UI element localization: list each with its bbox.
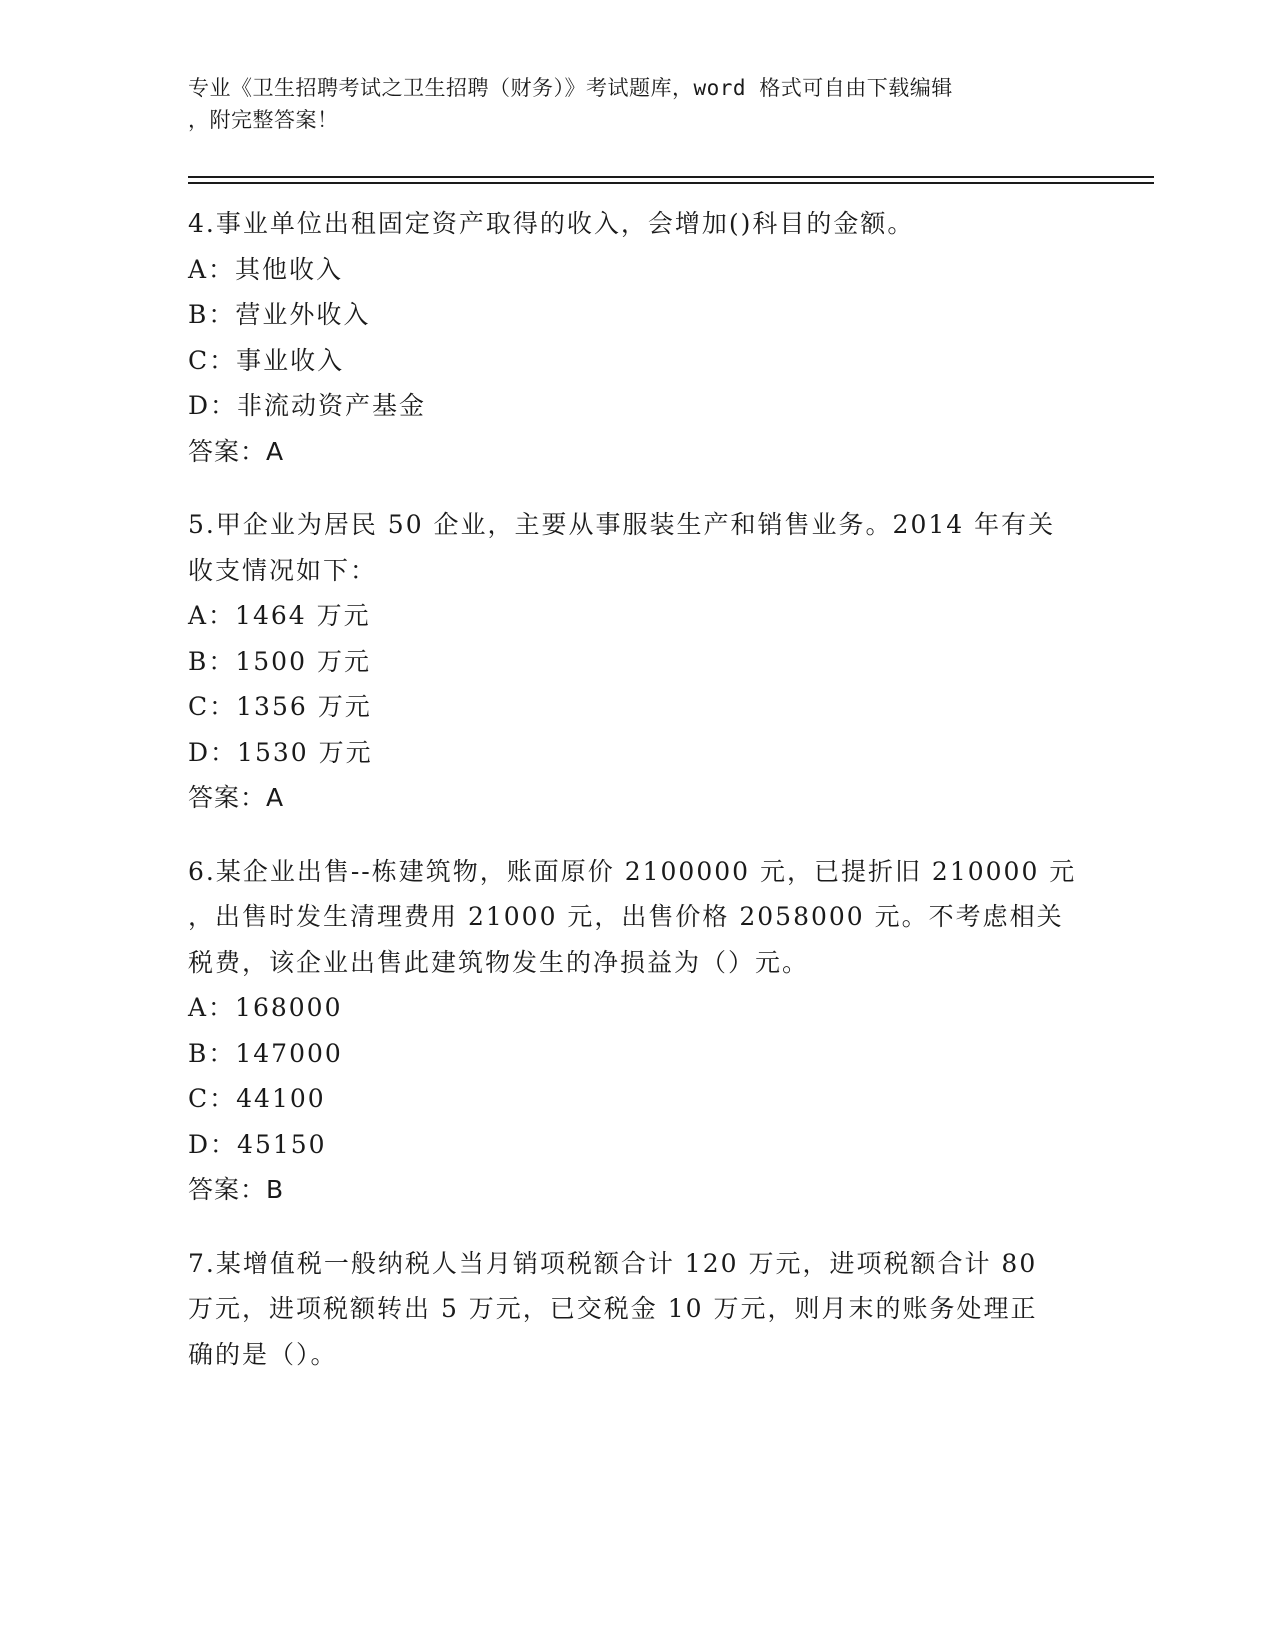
question-text: 税费，该企业出售此建筑物发生的净损益为（）元。 (188, 947, 810, 977)
question-7 (188, 1241, 1088, 1378)
document-header (188, 72, 1088, 136)
header-line: ，附完整答案！ (188, 108, 339, 132)
question-6 (188, 849, 1088, 1213)
option-d: D：45150 (188, 1129, 327, 1159)
option-b: B：1500 万元 (188, 646, 371, 676)
question-text: ，出售时发生清理费用 21000 元，出售价格 2058000 元。不考虑相关 (188, 902, 1064, 931)
question-text: 6.某企业出售--栋建筑物，账面原价 2100000 元，已提折旧 210000 元 (188, 856, 1077, 886)
header-divider (188, 182, 1154, 184)
option-c: C：44100 (188, 1084, 326, 1113)
question-text: 确的是（）。 (188, 1339, 338, 1369)
question-4 (188, 201, 1088, 474)
question-text: 5.甲企业为居民 50 企业，主要从事服装生产和销售业务。2014 年有关 (188, 510, 1056, 539)
option-b: B：147000 (188, 1038, 343, 1068)
option-c: C：事业收入 (188, 345, 345, 375)
answer-line: 答案：A (188, 783, 285, 812)
option-a: A：其他收入 (188, 254, 344, 284)
header-divider (188, 176, 1154, 178)
question-text: 4.事业单位出租固定资产取得的收入，会增加()科目的金额。 (188, 209, 915, 238)
question-text: 万元，进项税额转出 5 万元，已交税金 10 万元，则月末的账务处理正 (188, 1294, 1038, 1323)
question-text: 收支情况如下： (188, 555, 378, 585)
question-5 (188, 502, 1088, 821)
option-b: B：营业外收入 (188, 300, 371, 329)
answer-line: 答案：A (188, 436, 285, 466)
option-a: A：168000 (188, 993, 343, 1022)
answer-line: 答案：B (188, 1175, 285, 1204)
option-d: D：1530 万元 (188, 737, 373, 767)
option-c: C：1356 万元 (188, 692, 372, 721)
option-d: D：非流动资产基金 (188, 391, 427, 420)
option-a: A：1464 万元 (188, 601, 371, 630)
header-line: 专业《卫生招聘考试之卫生招聘（财务）》考试题库，word 格式可自由下载编辑 (188, 76, 953, 100)
question-list (188, 201, 1088, 1405)
question-text: 7.某增值税一般纳税人当月销项税额合计 120 万元，进项税额合计 80 (188, 1248, 1038, 1278)
